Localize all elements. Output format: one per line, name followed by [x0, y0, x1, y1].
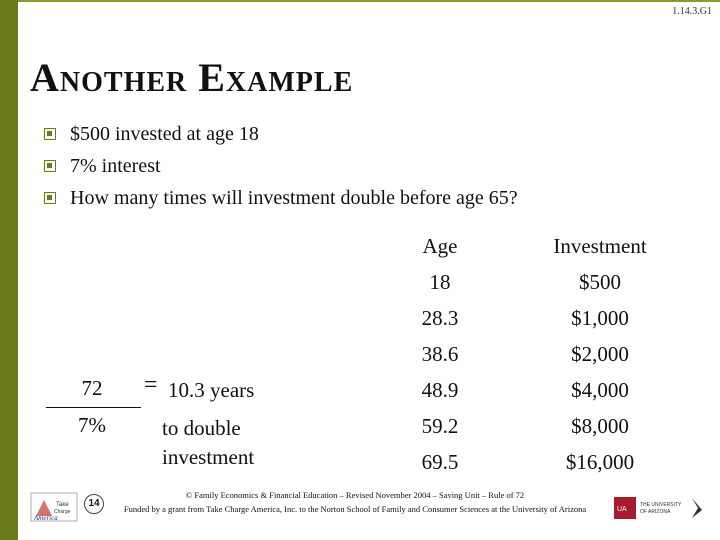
svg-text:Take: Take [56, 502, 69, 508]
age-cell: 59.2 [421, 414, 459, 438]
svg-text:America: America [34, 514, 58, 522]
unit-14-badge: 14 [84, 494, 104, 514]
investment-cell: $8,000 [571, 414, 629, 438]
bullet-list [44, 118, 518, 214]
top-accent-line [18, 0, 720, 2]
fraction-numerator: 72 [81, 376, 103, 400]
svg-text:THE UNIVERSITY: THE UNIVERSITY [640, 502, 682, 508]
age-cell: 48.9 [421, 378, 459, 402]
take-charge-america-logo [30, 492, 78, 522]
investment-header: Investment [553, 234, 647, 258]
age-column [395, 232, 485, 484]
side-accent-bar [0, 0, 18, 540]
bullet-text: 7% interest [70, 155, 161, 177]
fraction-bar [46, 407, 141, 408]
investment-column [530, 232, 670, 484]
formula-result: 10.3 years [168, 378, 255, 402]
investment-cell: $16,000 [565, 450, 635, 474]
square-bullet-icon [44, 192, 56, 204]
formula-note: to double investment [162, 416, 255, 469]
equals-sign: = [144, 372, 158, 398]
svg-text:UA: UA [617, 506, 627, 513]
footer-credits [105, 488, 605, 516]
bullet-item [44, 150, 518, 182]
footer-line: © Family Economics & Financial Education – Revised November 2004 – Saving Unit – Rule of 72 [185, 490, 525, 500]
bullet-item [44, 182, 518, 214]
investment-cell: $1,000 [571, 306, 629, 330]
bullet-text: How many times will investment double before age 65? [70, 187, 518, 209]
investment-cell: $2,000 [571, 342, 629, 366]
age-header: Age [422, 234, 458, 258]
slide-id: 1.14.3.G1 [672, 6, 712, 17]
age-cell: 69.5 [421, 450, 459, 474]
svg-text:Charge: Charge [54, 509, 71, 515]
svg-text:OF ARIZONA: OF ARIZONA [640, 509, 671, 515]
university-of-arizona-logo [612, 494, 708, 522]
investment-cell: $500 [579, 270, 621, 294]
investment-cell: $4,000 [571, 378, 629, 402]
square-bullet-icon [44, 160, 56, 172]
age-cell: 28.3 [421, 306, 459, 330]
bullet-text: $500 invested at age 18 [70, 123, 259, 145]
age-cell: 38.6 [421, 342, 459, 366]
age-cell: 18 [429, 270, 451, 294]
square-bullet-icon [44, 128, 56, 140]
fraction-denominator: 7% [78, 413, 106, 437]
bullet-item [44, 118, 518, 150]
slide-title: Another Example [30, 55, 354, 100]
footer-line: Funded by a grant from Take Charge America, Inc. to the Norton School of Family and Consumer Sciences at the University of Arizona [123, 504, 587, 514]
